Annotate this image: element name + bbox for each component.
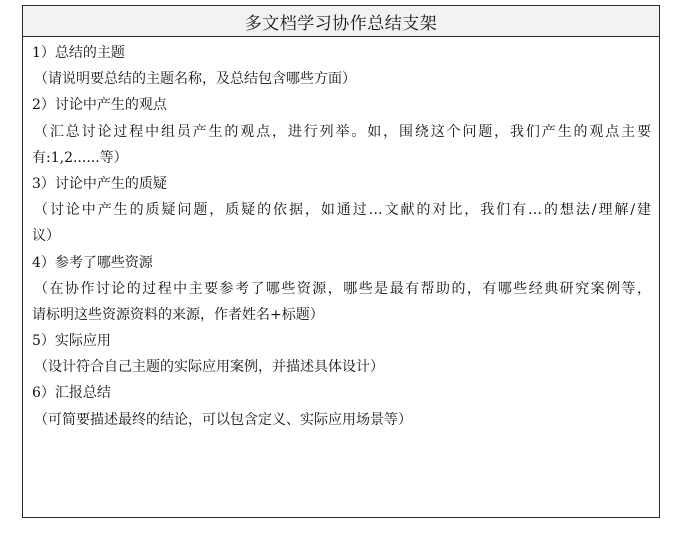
section-heading-topic: 1）总结的主题 xyxy=(32,45,125,61)
table-body xyxy=(23,37,659,433)
section-desc-viewpoints-cont: 有:1,2......等） xyxy=(32,149,128,166)
scaffold-table xyxy=(22,5,660,518)
section-desc-resources-cont: 请标明这些资源资料的来源，作者姓名+标题） xyxy=(32,306,324,323)
section-desc-doubts-cont: 议） xyxy=(32,228,60,245)
section-desc-topic: （请说明要总结的主题名称，及总结包含哪些方面） xyxy=(34,71,356,88)
section-desc-summary: （可简要描述最终的结论，可以包含定义、实际应用场景等） xyxy=(34,411,412,428)
section-desc-doubts: （讨论中产生的质疑问题，质疑的依据，如通过…文献的对比，我们有…的想法/理解/建 xyxy=(34,202,651,219)
section-heading-viewpoints: 2）讨论中产生的观点 xyxy=(32,97,167,114)
section-desc-resources: （在协作讨论的过程中主要参考了哪些资源，哪些是最有帮助的，有哪些经典研究案例等， xyxy=(34,280,651,297)
section-heading-application: 5）实际应用 xyxy=(32,333,111,350)
section-heading-doubts: 3）讨论中产生的质疑 xyxy=(32,175,167,192)
section-heading-summary: 6）汇报总结 xyxy=(32,385,111,402)
section-desc-application: （设计符合自己主题的实际应用案例，并描述具体设计） xyxy=(34,359,384,376)
section-heading-resources: 4）参考了哪些资源 xyxy=(32,254,153,271)
section-desc-viewpoints: （汇总讨论过程中组员产生的观点，进行列举。如，围绕这个问题，我们产生的观点主要 xyxy=(34,123,651,140)
table-title: 多文档学习协作总结支架 xyxy=(23,6,659,37)
